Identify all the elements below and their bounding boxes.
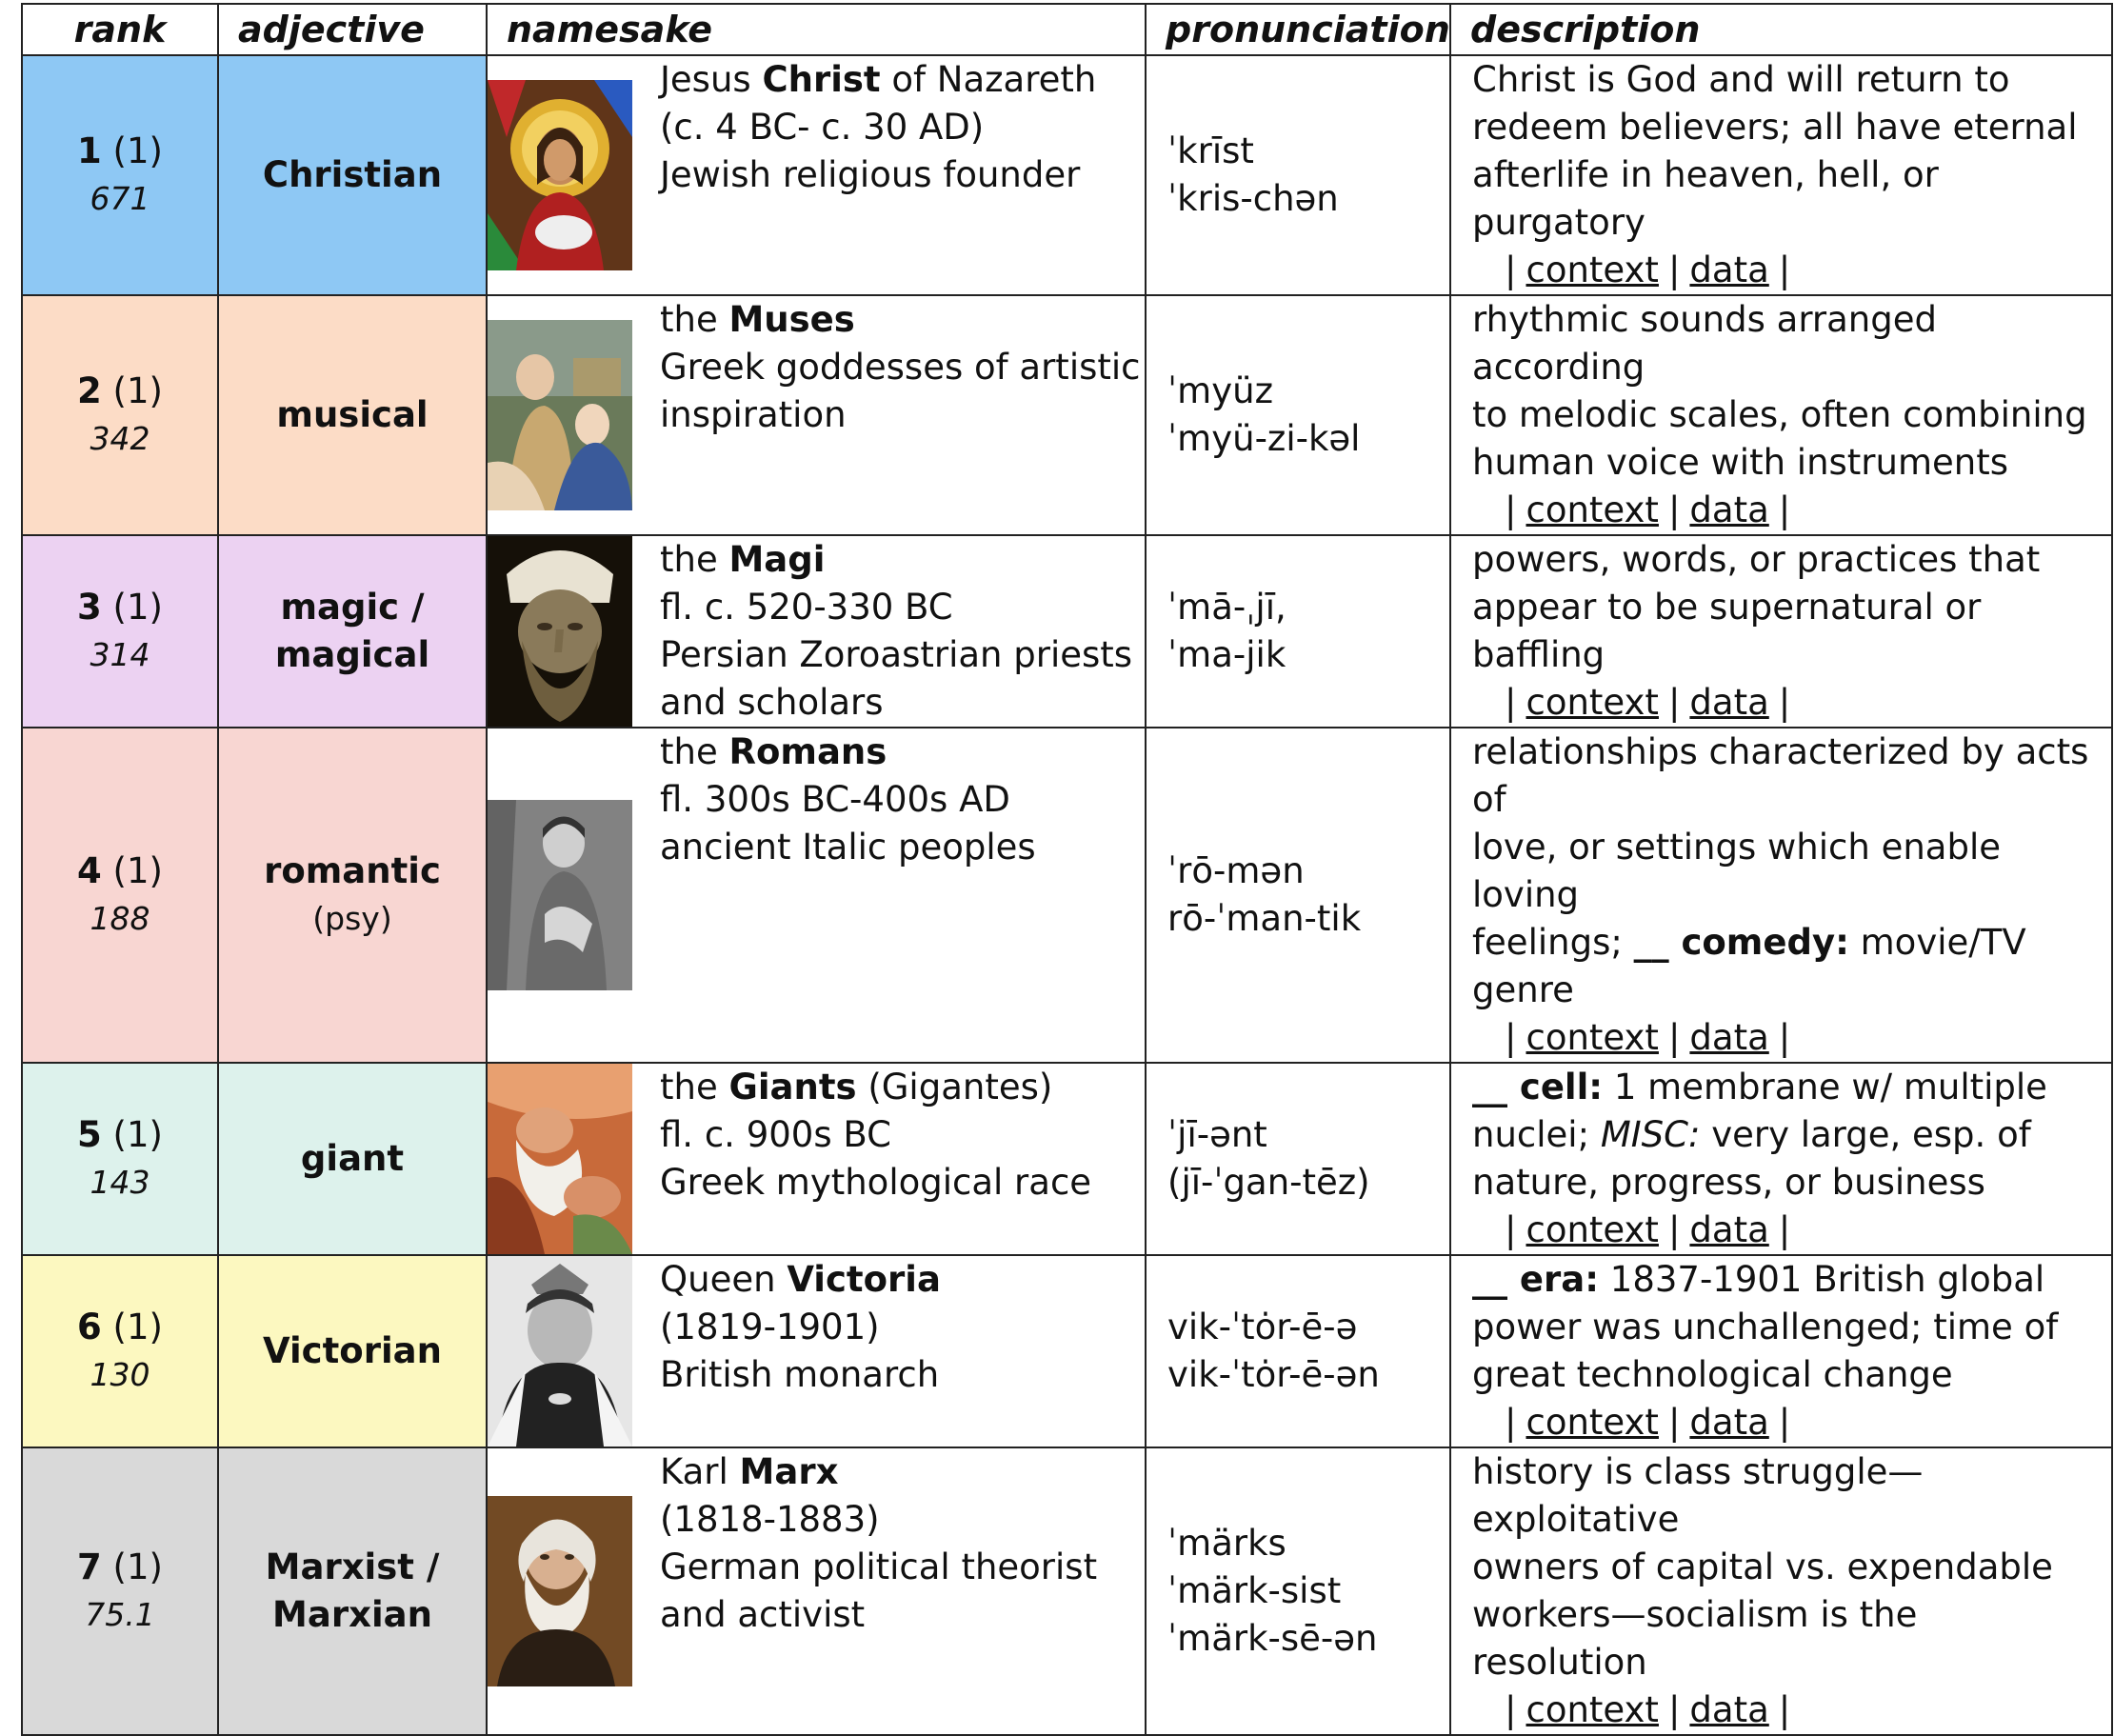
rank-paren: (1): [112, 850, 163, 891]
pronunciation-line: ˈma-jik: [1167, 634, 1286, 675]
pronunciation-line: ˈmärk-sist: [1167, 1570, 1342, 1611]
pronunciation-cell: [1146, 1447, 1450, 1735]
namesake-cell: [631, 1063, 1146, 1255]
description-term: __ cell:: [1472, 1067, 1604, 1107]
adjective-text: Christian: [262, 154, 443, 195]
description-term: __ comedy:: [1633, 922, 1849, 963]
namesake-cell: [631, 1255, 1146, 1447]
namesake-text: British monarch: [660, 1354, 940, 1395]
description-line: [1472, 1591, 2102, 1686]
rank-cell: [22, 1255, 218, 1447]
pronunciation-line: ˈkrīst: [1167, 130, 1254, 171]
rank-frequency: 130: [90, 1356, 150, 1393]
namesake-line: [660, 1448, 1135, 1496]
description-line: [1472, 296, 2102, 391]
description-line: [1472, 1064, 2102, 1111]
adjective-text: Marxist /: [265, 1546, 440, 1587]
description-text-after: owners of capital vs. expendable: [1472, 1546, 2053, 1587]
description-line: [1472, 151, 2102, 247]
link-separator: |: [1505, 1209, 1517, 1250]
link-separator: |: [1667, 249, 1681, 290]
table-row: [22, 55, 2112, 295]
rank-number: 5: [77, 1114, 102, 1155]
namesake-line: [660, 1304, 1135, 1351]
rank-frequency: 671: [90, 180, 150, 217]
description-links: [1472, 1014, 2102, 1062]
pronunciation-line: vik-ˈtȯr-ē-ə: [1167, 1307, 1358, 1347]
description-cell: [1450, 1255, 2112, 1447]
description-line: [1472, 824, 2102, 919]
adjective-cell: [218, 1063, 487, 1255]
namesake-text: (1819-1901): [660, 1307, 880, 1347]
rank-number: 3: [77, 587, 102, 628]
namesake-image-cell: [487, 1255, 631, 1447]
namesake-text: the: [660, 539, 729, 580]
rank-paren: (1): [112, 130, 163, 171]
pronunciation-line: ˈmyüz: [1167, 370, 1273, 411]
table-row: [22, 535, 2112, 728]
pronunciation-line: ˈjī-ənt: [1167, 1114, 1267, 1155]
link-separator: |: [1778, 489, 1791, 530]
namesake-text: Persian Zoroastrian priests: [660, 634, 1133, 675]
description-text-after: very large, esp. of: [1700, 1114, 2031, 1155]
description-line: [1472, 1111, 2102, 1159]
rank-paren: (1): [112, 1546, 163, 1587]
rank-number: 7: [77, 1546, 102, 1587]
adjective-text: Victorian: [263, 1330, 442, 1371]
data-link[interactable]: data: [1689, 1402, 1769, 1443]
description-line: [1472, 728, 2102, 824]
namesake-line: [660, 631, 1135, 679]
description-links: [1472, 1399, 2102, 1447]
rank-number: 1: [77, 130, 102, 171]
description-links: [1472, 1207, 2102, 1254]
namesake-line: [660, 536, 1135, 584]
adjective-cell: [218, 535, 487, 728]
description-text-after: 1837-1901 British global: [1599, 1259, 2045, 1300]
description-cell: [1450, 728, 2112, 1063]
data-link[interactable]: data: [1689, 1209, 1769, 1250]
data-link[interactable]: data: [1689, 249, 1769, 290]
adjective-text: magic /: [280, 587, 425, 628]
rank-frequency: 143: [90, 1164, 150, 1201]
namesake-text: and scholars: [660, 682, 884, 723]
description-line: [1472, 1544, 2102, 1591]
description-text-after: human voice with instruments: [1472, 442, 2009, 483]
link-separator: |: [1778, 1402, 1791, 1443]
rank-frequency: 75.1: [85, 1596, 155, 1633]
namesake-line: [660, 728, 1135, 776]
pronunciation-cell: [1146, 535, 1450, 728]
namesake-text: Greek mythological race: [660, 1162, 1092, 1203]
rank-line: [23, 1111, 217, 1159]
description-line: [1472, 439, 2102, 487]
pronunciation-line: rō-ˈman-tik: [1167, 898, 1362, 939]
adjective-text: Marxian: [272, 1594, 432, 1635]
namesake-text: and activist: [660, 1594, 866, 1635]
roman-engraving: [488, 800, 632, 990]
adjective-cell: [218, 1447, 487, 1735]
namesake-text: inspiration: [660, 394, 847, 435]
namesake-text: the: [660, 1067, 729, 1107]
description-line: [1472, 1159, 2102, 1207]
namesake-text: German political theorist: [660, 1546, 1098, 1587]
namesake-cell: [631, 728, 1146, 1063]
description-line: [1472, 391, 2102, 439]
pronunciation-cell: [1146, 728, 1450, 1063]
context-link[interactable]: context: [1526, 489, 1659, 530]
adjective-text: magical: [274, 634, 430, 675]
namesake-cell: [631, 295, 1146, 535]
namesake-line: [660, 296, 1135, 344]
link-separator: |: [1778, 682, 1791, 723]
link-separator: |: [1778, 1209, 1791, 1250]
description-line: [1472, 1256, 2102, 1304]
description-text: nuclei;: [1472, 1114, 1601, 1155]
data-link[interactable]: data: [1689, 489, 1769, 530]
pronunciation-line: (jī-ˈgan-tēz): [1167, 1162, 1370, 1203]
pronunciation-cell: [1146, 295, 1450, 535]
context-link[interactable]: context: [1526, 249, 1659, 290]
namesake-line: [660, 824, 1135, 871]
rank-cell: [22, 295, 218, 535]
karl-marx-photo: [488, 1496, 632, 1686]
rank-number: 4: [77, 850, 102, 891]
rank-paren: (1): [112, 1114, 163, 1155]
rank-frequency: 342: [90, 420, 150, 457]
rank-number: 2: [77, 370, 102, 411]
namesake-text: Greek goddesses of artistic: [660, 347, 1141, 388]
header-row: [22, 4, 2112, 55]
namesake-line: [660, 1496, 1135, 1544]
adjective-cell: [218, 728, 487, 1063]
namesake-line: [660, 679, 1135, 727]
namesake-line: [660, 391, 1135, 439]
table-row: [22, 295, 2112, 535]
namesake-name: Romans: [728, 731, 887, 772]
data-link[interactable]: data: [1689, 682, 1769, 723]
link-separator: |: [1505, 1689, 1517, 1730]
namesake-line: [660, 1544, 1135, 1591]
rank-line: [23, 128, 217, 175]
description-text-after: history is class struggle—exploitative: [1472, 1451, 1924, 1540]
namesake-text: the: [660, 299, 729, 340]
adjective-cell: [218, 295, 487, 535]
link-separator: |: [1778, 1017, 1791, 1058]
description-text-after: afterlife in heaven, hell, or purgatory: [1472, 154, 1939, 243]
context-link[interactable]: context: [1526, 1017, 1659, 1058]
rank-frequency: 188: [90, 900, 150, 937]
description-text-after: 1 membrane w/ multiple: [1603, 1067, 2047, 1107]
namesake-text: Jewish religious founder: [660, 154, 1081, 195]
description-text-after: relationships characterized by acts of: [1472, 731, 2089, 820]
description-line: [1472, 1448, 2102, 1544]
rank-cell: [22, 728, 218, 1063]
description-text-after: movie/TV genre: [1472, 922, 2026, 1010]
namesake-text-after: of Nazareth: [880, 59, 1097, 100]
namesake-line: [660, 1591, 1135, 1639]
namesake-name: Muses: [728, 299, 855, 340]
namesake-text: the: [660, 731, 729, 772]
muses-painting: [488, 320, 632, 510]
namesake-image-cell: [487, 1063, 631, 1255]
link-separator: |: [1667, 682, 1681, 723]
pronunciation-line: vik-ˈtȯr-ē-ən: [1167, 1354, 1380, 1395]
description-links: [1472, 1686, 2102, 1734]
namesake-cell: [631, 535, 1146, 728]
namesake-text: fl. c. 900s BC: [660, 1114, 891, 1155]
link-separator: |: [1778, 249, 1791, 290]
description-text-after: redeem believers; all have eternal: [1472, 107, 2078, 148]
rank-cell: [22, 535, 218, 728]
pronunciation-line: ˈkris-chən: [1167, 178, 1339, 219]
description-line: [1472, 1351, 2102, 1399]
description-text-after: love, or settings which enable loving: [1472, 827, 2001, 915]
link-separator: |: [1778, 1689, 1791, 1730]
namesake-line: [660, 104, 1135, 151]
pronunciation-line: ˈmärk-sē-ən: [1167, 1618, 1378, 1659]
header-rank: rank: [22, 4, 218, 55]
table-row: [22, 728, 2112, 1063]
adjective-text: giant: [300, 1138, 405, 1179]
namesake-text: Karl: [660, 1451, 740, 1492]
description-text-after: great technological change: [1472, 1354, 1953, 1395]
namesake-line: [660, 1111, 1135, 1159]
link-separator: |: [1667, 489, 1681, 530]
adjective-text: musical: [276, 394, 429, 435]
pronunciation-cell: [1146, 1063, 1450, 1255]
description-text-after: power was unchallenged; time of: [1472, 1307, 2059, 1347]
description-cell: [1450, 1447, 2112, 1735]
rank-paren: (1): [112, 587, 163, 628]
description-line: [1472, 584, 2102, 679]
rank-number: 6: [77, 1307, 102, 1347]
adjective-note: (psy): [312, 900, 392, 937]
namesake-adjectives-table-page: [21, 3, 2111, 1736]
description-links: [1472, 679, 2102, 727]
description-line: [1472, 1304, 2102, 1351]
rank-line: [23, 584, 217, 631]
pronunciation-line: ˈrō-mən: [1167, 850, 1305, 891]
rank-paren: (1): [112, 370, 163, 411]
magi-sculpture: [488, 536, 632, 727]
namesake-line: [660, 1351, 1135, 1399]
context-link[interactable]: context: [1526, 1689, 1659, 1730]
description-label: MISC:: [1600, 1114, 1701, 1155]
pronunciation-line: ˈmärks: [1167, 1523, 1286, 1564]
adjective-cell: [218, 1255, 487, 1447]
namesake-line: [660, 584, 1135, 631]
description-text-after: to melodic scales, often combining: [1472, 394, 2087, 435]
header-description: description: [1450, 4, 2112, 55]
namesake-text: (c. 4 BC- c. 30 AD): [660, 107, 985, 148]
description-line: [1472, 536, 2102, 584]
link-separator: |: [1505, 489, 1517, 530]
namesake-line: [660, 344, 1141, 391]
namesake-text: Jesus: [660, 59, 763, 100]
pronunciation-line: ˈmā-ˌjī,: [1167, 587, 1286, 628]
rank-cell: [22, 1063, 218, 1255]
namesake-text: (1818-1883): [660, 1499, 880, 1540]
table-row: [22, 1063, 2112, 1255]
description-cell: [1450, 55, 2112, 295]
rank-cell: [22, 1447, 218, 1735]
queen-victoria-photo: [488, 1256, 632, 1447]
adjective-cell: [218, 55, 487, 295]
link-separator: |: [1667, 1689, 1681, 1730]
context-link[interactable]: context: [1526, 682, 1659, 723]
namesake-line: [660, 1256, 1135, 1304]
link-separator: |: [1505, 249, 1517, 290]
header-adjective: adjective: [218, 4, 487, 55]
description-text-after: powers, words, or practices that: [1472, 539, 2041, 580]
table-row: [22, 1255, 2112, 1447]
description-line: [1472, 56, 2102, 104]
namesake-name: Giants: [728, 1067, 857, 1107]
namesake-image-cell: [487, 1447, 631, 1735]
namesake-line: [660, 1159, 1135, 1207]
rank-paren: (1): [112, 1307, 163, 1347]
rank-cell: [22, 55, 218, 295]
namesake-name: Christ: [762, 59, 881, 100]
namesake-line: [660, 151, 1135, 199]
namesake-cell: [631, 55, 1146, 295]
description-text-after: appear to be supernatural or baffling: [1472, 587, 1982, 675]
table-row: [22, 1447, 2112, 1735]
data-link[interactable]: data: [1689, 1689, 1769, 1730]
description-text-after: Christ is God and will return to: [1472, 59, 2010, 100]
namesake-image-cell: [487, 535, 631, 728]
namesake-line: [660, 56, 1135, 104]
namesake-line: [660, 1064, 1135, 1111]
description-cell: [1450, 295, 2112, 535]
context-link[interactable]: context: [1526, 1402, 1659, 1443]
pronunciation-line: ˈmyü-zi-kəl: [1167, 418, 1361, 459]
description-text-after: workers—socialism is the resolution: [1472, 1594, 1918, 1683]
giants-painting: [488, 1064, 632, 1254]
link-separator: |: [1667, 1402, 1681, 1443]
namesake-cell: [631, 1447, 1146, 1735]
description-cell: [1450, 535, 2112, 728]
header-pronunciation: pronunciation: [1146, 4, 1450, 55]
data-link[interactable]: data: [1689, 1017, 1769, 1058]
description-text: feelings;: [1472, 922, 1634, 963]
namesake-text: ancient Italic peoples: [660, 827, 1036, 868]
link-separator: |: [1667, 1017, 1681, 1058]
namesake-image-cell: [487, 295, 631, 535]
pronunciation-cell: [1146, 55, 1450, 295]
description-links: [1472, 487, 2102, 534]
namesake-text: Queen: [660, 1259, 788, 1300]
adjective-text: romantic: [264, 850, 441, 891]
namesake-text: fl. 300s BC-400s AD: [660, 779, 1010, 820]
description-line: [1472, 104, 2102, 151]
namesake-name: Marx: [739, 1451, 839, 1492]
adjectives-table: [21, 3, 2113, 1736]
description-text-after: rhythmic sounds arranged according: [1472, 299, 1937, 388]
namesake-image-cell: [487, 55, 631, 295]
description-term: __ era:: [1472, 1259, 1600, 1300]
namesake-text-after: (Gigantes): [856, 1067, 1053, 1107]
jesus-christ-portrait: [488, 80, 632, 270]
description-text-after: nature, progress, or business: [1472, 1162, 1985, 1203]
rank-line: [23, 1544, 217, 1591]
link-separator: |: [1505, 1402, 1517, 1443]
namesake-name: Victoria: [787, 1259, 941, 1300]
link-separator: |: [1505, 682, 1517, 723]
link-separator: |: [1667, 1209, 1681, 1250]
rank-line: [23, 1304, 217, 1351]
context-link[interactable]: context: [1526, 1209, 1659, 1250]
description-links: [1472, 247, 2102, 294]
rank-frequency: 314: [90, 636, 150, 673]
rank-line: [23, 368, 217, 415]
description-line: [1472, 919, 2102, 1014]
link-separator: |: [1505, 1017, 1517, 1058]
namesake-line: [660, 776, 1135, 824]
namesake-text: fl. c. 520-330 BC: [660, 587, 953, 628]
description-cell: [1450, 1063, 2112, 1255]
rank-line: [23, 848, 217, 895]
namesake-name: Magi: [728, 539, 826, 580]
header-namesake: namesake: [487, 4, 1146, 55]
namesake-image-cell: [487, 728, 631, 1063]
pronunciation-cell: [1146, 1255, 1450, 1447]
